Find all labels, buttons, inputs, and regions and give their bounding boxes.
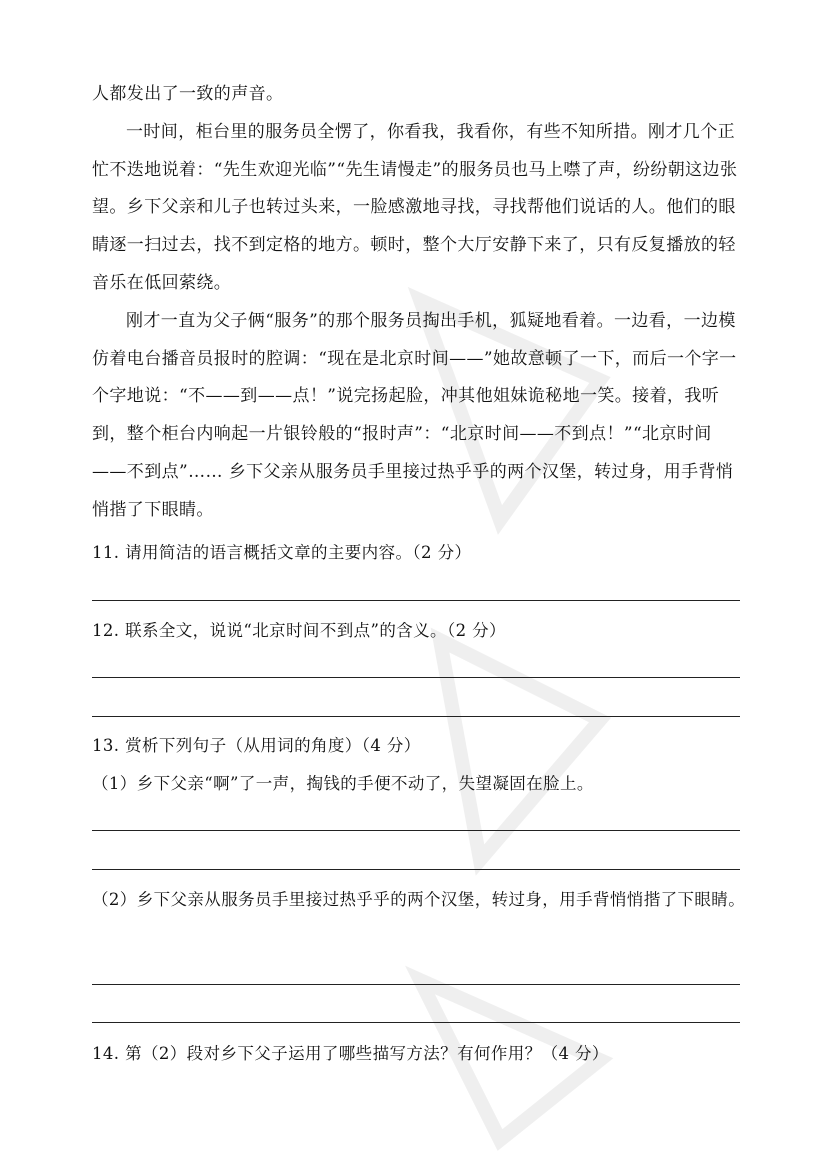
question-13-part-2: （2）乡下父亲从服务员手里接过热乎乎的两个汉堡，转过身，用手背悄悄揩了下眼睛。 [92, 890, 746, 909]
reading-passage [92, 76, 742, 530]
answer-line-13-1a[interactable] [92, 830, 740, 831]
answer-line-12a[interactable] [92, 677, 740, 678]
question-13: 13. 赏析下列句子（从用词的角度）（4 分） [92, 736, 421, 755]
answer-line-12b[interactable] [92, 716, 740, 717]
question-12: 12. 联系全文，说说“北京时间不到点”的含义。（2 分） [92, 621, 506, 640]
question-11: 11. 请用简洁的语言概括文章的主要内容。（2 分） [92, 543, 472, 562]
question-14: 14. 第（2）段对乡下父子运用了哪些描写方法？有何作用？（4 分） [92, 1044, 609, 1063]
question-13-part-1: （1）乡下父亲“啊”了一声，掏钱的手便不动了，失望凝固在脸上。 [92, 774, 594, 793]
passage-paragraph-3: 刚才一直为父子俩“服务”的那个服务员掏出手机，狐疑地看着。一边看，一边模仿着电台播音员报时的腔调：“现在是北京时间——”她故意顿了一下，而后一个字一个字地说：“不——到——点！”说完扬起脸，冲其他姐妹诡秘地一笑。接着，我听到，整个柜台内响起一片银铃般的“报时声”：“北京时间——不到点！”“北京时间——不到点”…… 乡下父亲从服务员手里接过热乎乎的两个汉堡，转过身，用手背悄悄揩了下眼睛。 [92, 310, 737, 520]
answer-line-11[interactable] [92, 600, 740, 601]
answer-line-13-2a[interactable] [92, 984, 740, 985]
answer-line-13-2b[interactable] [92, 1022, 740, 1023]
passage-paragraph-1: 人都发出了一致的声音。 [92, 84, 284, 104]
answer-line-13-1b[interactable] [92, 869, 740, 870]
passage-paragraph-2: 一时间，柜台里的服务员全愣了，你看我，我看你，有些不知所措。刚才几个正忙不迭地说着：“先生欢迎光临”“先生请慢走”的服务员也马上噤了声，纷纷朝这边张望。乡下父亲和儿子也转过头来，一脸感激地寻找，寻找帮他们说话的人。他们的眼睛逐一扫过去，找不到定格的地方。顿时，整个大厅安静下来了，只有反复播放的轻音乐在低回萦绕。 [92, 121, 738, 293]
